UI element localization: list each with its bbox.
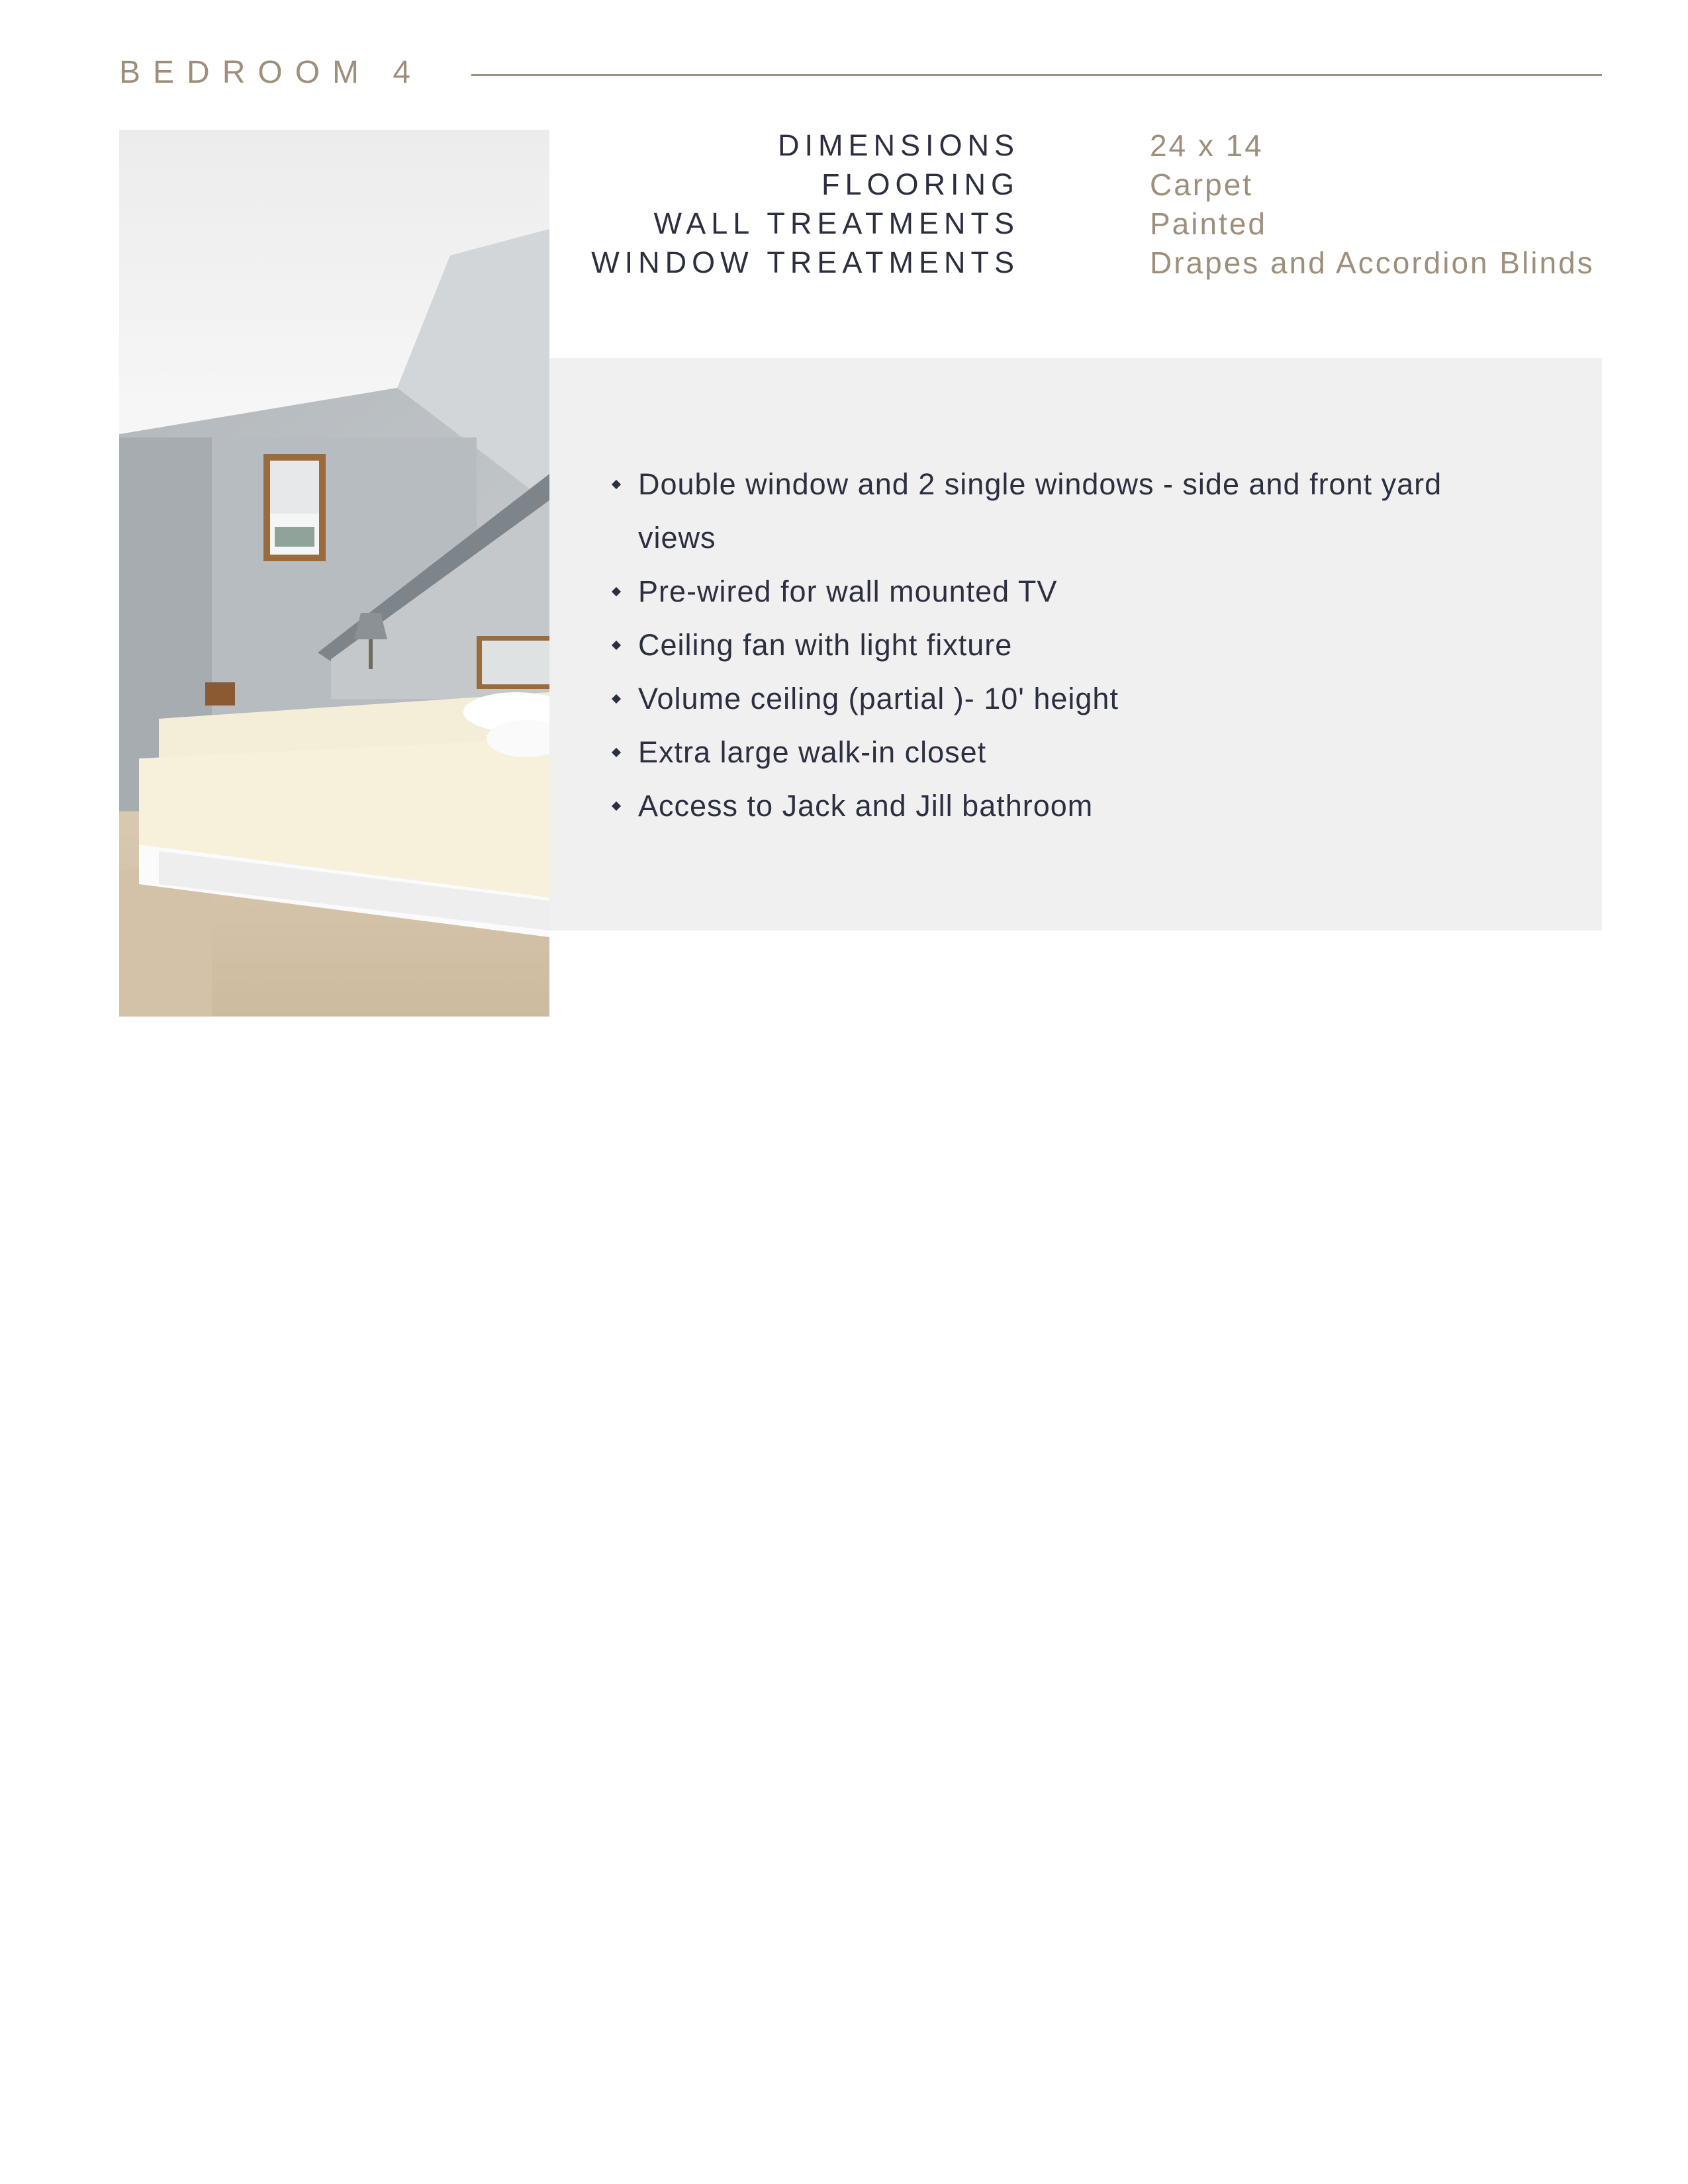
features-panel — [549, 358, 1602, 931]
feature-text: Double window and 2 single windows - side and front yard views — [638, 467, 1442, 555]
list-item — [613, 618, 1526, 672]
feature-text: Pre-wired for wall mounted TV — [638, 574, 1058, 608]
bullet-icon — [612, 748, 621, 757]
bullet-icon — [612, 694, 621, 704]
features-list — [613, 457, 1526, 833]
spec-value: Carpet — [1150, 167, 1254, 202]
bullet-icon — [612, 641, 621, 650]
spec-label: DIMENSIONS — [777, 128, 1019, 162]
heading-divider — [471, 74, 1602, 76]
spec-row-wall-treatments — [569, 205, 1681, 244]
spec-value: Painted — [1150, 206, 1268, 241]
spec-label: FLOORING — [821, 167, 1019, 201]
list-item — [613, 457, 1526, 565]
spec-row-window-treatments — [569, 244, 1681, 283]
bedroom-photo — [119, 130, 549, 1017]
spec-label: WINDOW TREATMENTS — [591, 246, 1019, 279]
feature-text: Access to Jack and Jill bathroom — [638, 789, 1094, 823]
list-item — [613, 672, 1526, 725]
page-title: BEDROOM 4 — [119, 55, 424, 90]
spec-label: WALL TREATMENTS — [653, 206, 1019, 240]
feature-text: Extra large walk-in closet — [638, 735, 987, 769]
spec-value: Drapes and Accordion Blinds — [1150, 246, 1595, 280]
spec-row-flooring — [569, 166, 1681, 205]
list-item — [613, 725, 1526, 779]
feature-text: Volume ceiling (partial )- 10' height — [638, 682, 1119, 715]
spec-value: 24 x 14 — [1150, 128, 1264, 163]
bullet-icon — [612, 801, 621, 811]
spec-row-dimensions — [569, 127, 1681, 166]
bullet-icon — [612, 587, 621, 596]
feature-text: Ceiling fan with light fixture — [638, 628, 1013, 662]
bullet-icon — [612, 480, 621, 489]
list-item — [613, 565, 1526, 618]
list-item — [613, 779, 1526, 833]
specs-table — [569, 127, 1681, 283]
